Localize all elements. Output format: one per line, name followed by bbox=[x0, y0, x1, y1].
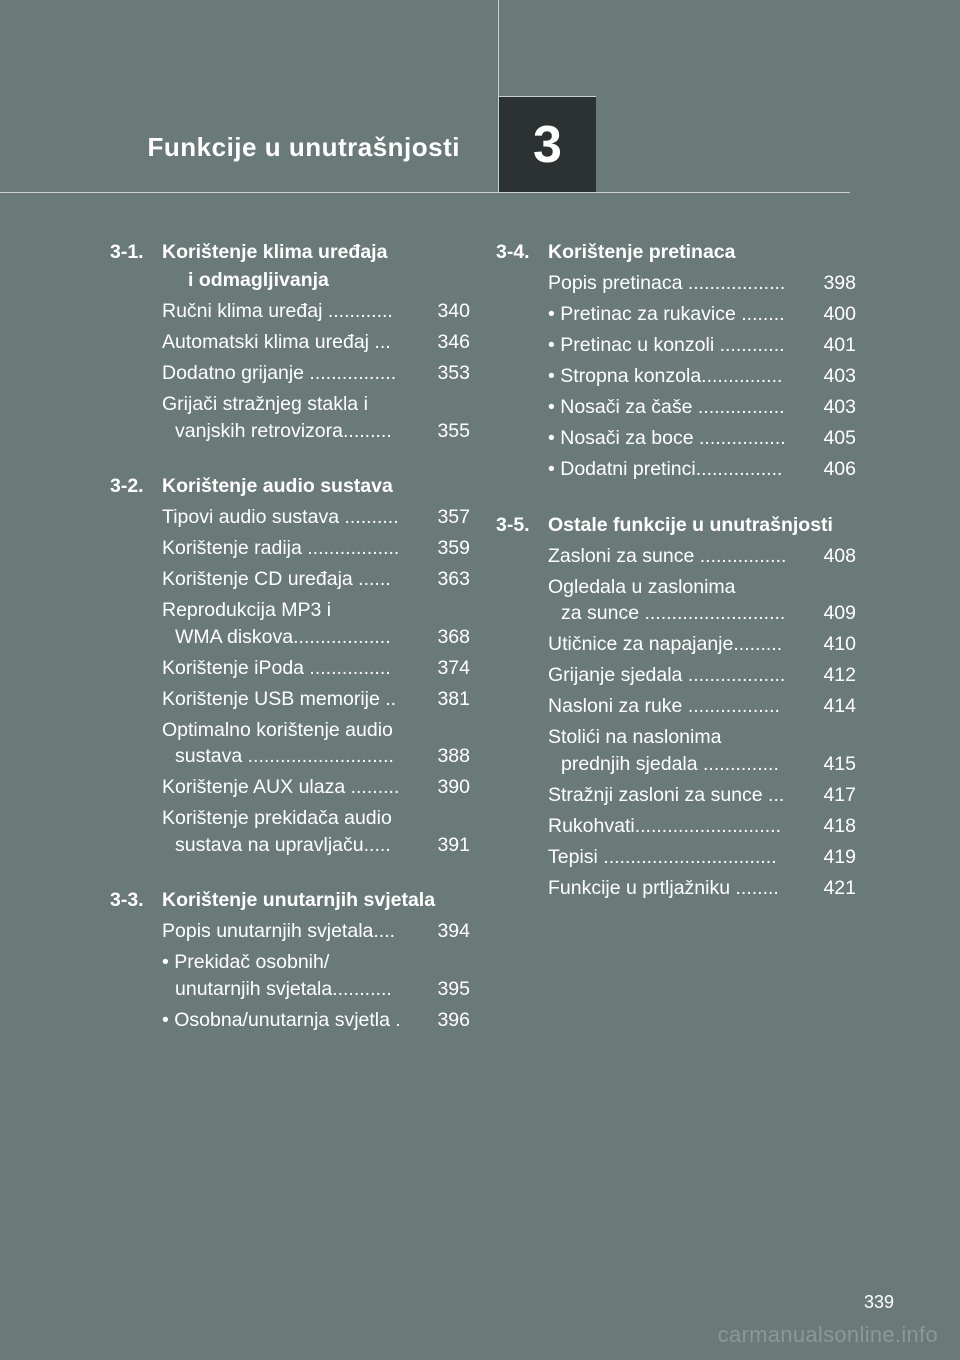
toc-entry-line2: unutarnjih svjetala........... bbox=[175, 977, 392, 1000]
toc-entry-line1: Stražnji zasloni za sunce ... bbox=[548, 783, 785, 806]
toc-entry-page: 418 bbox=[823, 814, 856, 837]
toc-entry-page: 359 bbox=[437, 537, 470, 559]
section-title bbox=[162, 238, 470, 294]
section-title-line1: Ostale funkcije u unutrašnjosti bbox=[548, 513, 833, 536]
toc-entry-text bbox=[162, 1007, 437, 1034]
toc-entry-line2: za sunce .......................... bbox=[561, 602, 786, 624]
toc-entry-line1: • Nosači za čaše ................ bbox=[548, 396, 785, 418]
toc-entry[interactable] bbox=[162, 774, 470, 801]
toc-entry-line1: Utičnice za napajanje......... bbox=[548, 633, 783, 655]
section-title-line2: i odmagljivanja bbox=[188, 269, 329, 291]
toc-entry-page: 396 bbox=[437, 1008, 470, 1031]
toc-entry-line1: Korištenje USB memorije .. bbox=[162, 687, 397, 710]
toc-entry-text bbox=[548, 631, 823, 658]
section-heading[interactable] bbox=[496, 238, 856, 266]
toc-entry[interactable] bbox=[162, 805, 470, 858]
toc-entry-page: 406 bbox=[823, 458, 856, 480]
toc-entry-text bbox=[548, 724, 818, 777]
section-title-line1: Korištenje audio sustava bbox=[162, 475, 393, 497]
toc-entry-line1: Nasloni za ruke ................. bbox=[548, 695, 780, 717]
toc-entry[interactable] bbox=[548, 363, 856, 390]
toc-entry-page: 409 bbox=[823, 602, 856, 624]
toc-entry-text bbox=[548, 425, 823, 452]
toc-entry[interactable] bbox=[548, 724, 856, 777]
toc-entry[interactable] bbox=[162, 329, 470, 356]
toc-entry-line1: • Pretinac u konzoli ............ bbox=[548, 334, 785, 356]
toc-entry-text bbox=[548, 363, 823, 390]
section-title bbox=[162, 886, 470, 914]
toc-entry-text bbox=[162, 566, 432, 593]
toc-entry-list bbox=[162, 504, 470, 858]
toc-entry-page: 410 bbox=[823, 633, 856, 655]
toc-section bbox=[110, 238, 470, 444]
toc-entry-text bbox=[548, 844, 818, 871]
toc-entry-text bbox=[548, 813, 823, 840]
toc-entry-page: 340 bbox=[432, 300, 470, 322]
toc-entry-line1: • Dodatni pretinci................ bbox=[548, 458, 783, 480]
section-number: 3-3. bbox=[110, 889, 144, 911]
toc-entry-page: 398 bbox=[823, 272, 856, 294]
toc-entry-text bbox=[162, 805, 432, 858]
toc-entry-line1: Automatski klima uređaj ... bbox=[162, 331, 391, 353]
toc-entry-line2: vanjskih retrovizora......... bbox=[175, 419, 392, 442]
toc-entry-page: 401 bbox=[823, 334, 856, 356]
section-number: 3-4. bbox=[496, 241, 530, 263]
toc-entry[interactable] bbox=[162, 360, 470, 387]
toc-entry-page: 408 bbox=[823, 544, 856, 567]
toc-entry[interactable] bbox=[162, 655, 470, 682]
toc-entry-text bbox=[162, 949, 432, 1002]
toc-entry-text bbox=[162, 504, 437, 531]
toc-entry-text bbox=[548, 662, 823, 689]
toc-entry-page: 390 bbox=[437, 776, 470, 798]
toc-entry[interactable] bbox=[548, 693, 856, 720]
toc-entry-text bbox=[548, 543, 823, 570]
toc-entry[interactable] bbox=[548, 394, 856, 421]
toc-entry-line2: prednjih sjedala .............. bbox=[561, 752, 779, 775]
toc-entry-page: 415 bbox=[818, 752, 856, 775]
toc-entry-list bbox=[162, 918, 470, 1033]
toc-entry[interactable] bbox=[548, 332, 856, 359]
toc-section bbox=[496, 511, 856, 902]
toc-entry-line2: sustava na upravljaču..... bbox=[175, 833, 391, 856]
toc-entry[interactable] bbox=[548, 574, 856, 627]
toc-entry-line1: Grijači stražnjeg stakla i bbox=[162, 393, 368, 415]
toc-entry-page: 357 bbox=[437, 506, 470, 528]
toc-entry-page: 400 bbox=[823, 303, 856, 325]
toc-entry[interactable] bbox=[162, 298, 470, 325]
toc-entry[interactable] bbox=[548, 844, 856, 871]
toc-entry-text bbox=[548, 270, 823, 297]
toc-entry[interactable] bbox=[548, 301, 856, 328]
toc-entry[interactable] bbox=[548, 456, 856, 483]
toc-entry[interactable] bbox=[548, 425, 856, 452]
chapter-number: 3 bbox=[533, 115, 562, 174]
toc-entry-text bbox=[548, 693, 818, 720]
toc-entry-text bbox=[162, 918, 437, 945]
toc-entry-line1: Korištenje iPoda ............... bbox=[162, 656, 391, 679]
toc-entry-line1: Tepisi ................................ bbox=[548, 845, 777, 868]
toc-entry-line1: Korištenje CD uređaja ...... bbox=[162, 568, 391, 590]
toc-entry-page: 346 bbox=[432, 331, 470, 353]
toc-entry-text bbox=[548, 875, 818, 902]
toc-entry-page: 381 bbox=[437, 687, 470, 710]
toc-entry-text bbox=[162, 329, 432, 356]
toc-entry-line1: Tipovi audio sustava .......... bbox=[162, 506, 399, 528]
toc-entry-line1: Grijanje sjedala .................. bbox=[548, 664, 786, 686]
toc-entry-page: 374 bbox=[432, 656, 470, 679]
toc-entry-text bbox=[162, 535, 437, 562]
toc-entry-line1: • Stropna konzola............... bbox=[548, 365, 783, 387]
watermark: carmanualsonline.info bbox=[717, 1322, 938, 1347]
toc-entry[interactable] bbox=[162, 949, 470, 1002]
toc-entry[interactable] bbox=[548, 543, 856, 570]
toc-entry[interactable] bbox=[162, 686, 470, 713]
toc-column-right bbox=[496, 238, 856, 929]
toc-entry-list bbox=[548, 543, 856, 902]
toc-entry-text bbox=[162, 298, 432, 325]
toc-entry[interactable] bbox=[162, 504, 470, 531]
toc-entry[interactable] bbox=[548, 662, 856, 689]
toc-column-left bbox=[110, 238, 470, 1061]
header-horizontal-rule bbox=[0, 192, 850, 193]
toc-entry-text bbox=[162, 597, 432, 650]
toc-entry-text bbox=[548, 574, 823, 627]
section-heading[interactable] bbox=[110, 472, 470, 500]
toc-entry-page: 421 bbox=[818, 876, 856, 899]
toc-entry-page: 417 bbox=[823, 783, 856, 806]
toc-entry-page: 405 bbox=[823, 427, 856, 449]
toc-entry-text bbox=[548, 782, 823, 809]
toc-entry-page: 414 bbox=[818, 695, 856, 717]
toc-entry[interactable] bbox=[548, 270, 856, 297]
section-title-line1: Korištenje unutarnjih svjetala bbox=[162, 889, 436, 911]
toc-entry-text bbox=[162, 686, 437, 713]
toc-entry-line2: WMA diskova.................. bbox=[175, 625, 391, 648]
toc-entry-line1: Ogledala u zaslonima bbox=[548, 575, 736, 598]
toc-entry-page: 355 bbox=[432, 419, 470, 442]
toc-entry[interactable] bbox=[162, 566, 470, 593]
toc-entry-text bbox=[548, 301, 823, 328]
toc-entry-page: 403 bbox=[823, 365, 856, 387]
toc-entry-page: 391 bbox=[432, 833, 470, 856]
toc-entry-line1: • Osobna/unutarnja svjetla . bbox=[162, 1008, 401, 1031]
toc-entry-page: 368 bbox=[432, 625, 470, 648]
toc-entry[interactable] bbox=[162, 391, 470, 444]
toc-entry-page: 353 bbox=[437, 362, 470, 384]
toc-entry[interactable] bbox=[162, 717, 470, 770]
toc-entry[interactable] bbox=[162, 918, 470, 945]
toc-section bbox=[110, 472, 470, 858]
section-heading[interactable] bbox=[110, 886, 470, 914]
section-number: 3-1. bbox=[110, 241, 144, 263]
toc-section bbox=[110, 886, 470, 1033]
section-heading[interactable] bbox=[110, 238, 470, 294]
toc-entry-line1: Ručni klima uređaj ............ bbox=[162, 300, 393, 322]
chapter-number-box bbox=[498, 96, 596, 192]
section-number: 3-5. bbox=[496, 513, 530, 536]
section-title-line1: Korištenje pretinaca bbox=[548, 241, 736, 263]
toc-entry[interactable] bbox=[548, 782, 856, 809]
toc-entry-page: 388 bbox=[432, 745, 470, 767]
toc-entry-list bbox=[162, 298, 470, 444]
toc-entry-text bbox=[548, 332, 823, 359]
toc-entry-page: 403 bbox=[823, 396, 856, 418]
toc-entry-text bbox=[548, 394, 823, 421]
section-title bbox=[162, 472, 470, 500]
toc-entry-text bbox=[162, 655, 432, 682]
toc-entry-text bbox=[162, 717, 432, 770]
page-number: 339 bbox=[863, 1292, 894, 1312]
toc-entry[interactable] bbox=[548, 875, 856, 902]
toc-entry-list bbox=[548, 270, 856, 483]
section-number: 3-2. bbox=[110, 475, 144, 497]
toc-entry-line1: Korištenje prekidača audio bbox=[162, 807, 392, 829]
toc-entry-line1: • Prekidač osobnih/ bbox=[162, 951, 330, 973]
toc-entry-line1: Zasloni za sunce ................ bbox=[548, 544, 787, 567]
header-vertical-rule bbox=[498, 0, 499, 96]
toc-entry-text bbox=[162, 360, 437, 387]
toc-entry[interactable] bbox=[162, 597, 470, 650]
toc-entry-line1: • Nosači za boce ................ bbox=[548, 427, 786, 449]
toc-entry[interactable] bbox=[548, 813, 856, 840]
toc-entry[interactable] bbox=[162, 535, 470, 562]
chapter-title: Funkcije u unutrašnjosti bbox=[147, 132, 460, 162]
toc-entry-line1: Funkcije u prtljažniku ........ bbox=[548, 876, 779, 899]
toc-entry-line1: Popis pretinaca .................. bbox=[548, 272, 786, 294]
toc-entry-text bbox=[162, 774, 437, 801]
toc-entry[interactable] bbox=[162, 1007, 470, 1034]
toc-entry-line1: • Pretinac za rukavice ........ bbox=[548, 303, 785, 325]
toc-entry-line1: Rukohvati........................... bbox=[548, 814, 781, 837]
toc-entry-line1: Dodatno grijanje ................ bbox=[162, 362, 397, 384]
section-title-line1: Korištenje klima uređaja bbox=[162, 241, 388, 263]
toc-entry-text bbox=[548, 456, 823, 483]
toc-entry-line1: Popis unutarnjih svjetala.... bbox=[162, 920, 396, 942]
toc-entry-text bbox=[162, 391, 432, 444]
toc-entry-line1: Reprodukcija MP3 i bbox=[162, 599, 332, 621]
section-title bbox=[548, 511, 856, 539]
section-heading[interactable] bbox=[496, 511, 856, 539]
toc-entry-line1: Korištenje radija ................. bbox=[162, 537, 400, 559]
section-title bbox=[548, 238, 856, 266]
toc-entry-page: 419 bbox=[818, 845, 856, 868]
toc-entry-line2: sustava ........................... bbox=[175, 745, 394, 767]
toc-entry-page: 395 bbox=[432, 977, 470, 1000]
toc-entry-line1: Korištenje AUX ulaza ......... bbox=[162, 776, 400, 798]
toc-entry-page: 363 bbox=[432, 568, 470, 590]
toc-entry[interactable] bbox=[548, 631, 856, 658]
toc-entry-page: 412 bbox=[823, 664, 856, 686]
toc-entry-line1: Stolići na naslonima bbox=[548, 726, 722, 748]
toc-entry-line1: Optimalno korištenje audio bbox=[162, 718, 393, 741]
toc-entry-page: 394 bbox=[437, 920, 470, 942]
toc-section bbox=[496, 238, 856, 483]
